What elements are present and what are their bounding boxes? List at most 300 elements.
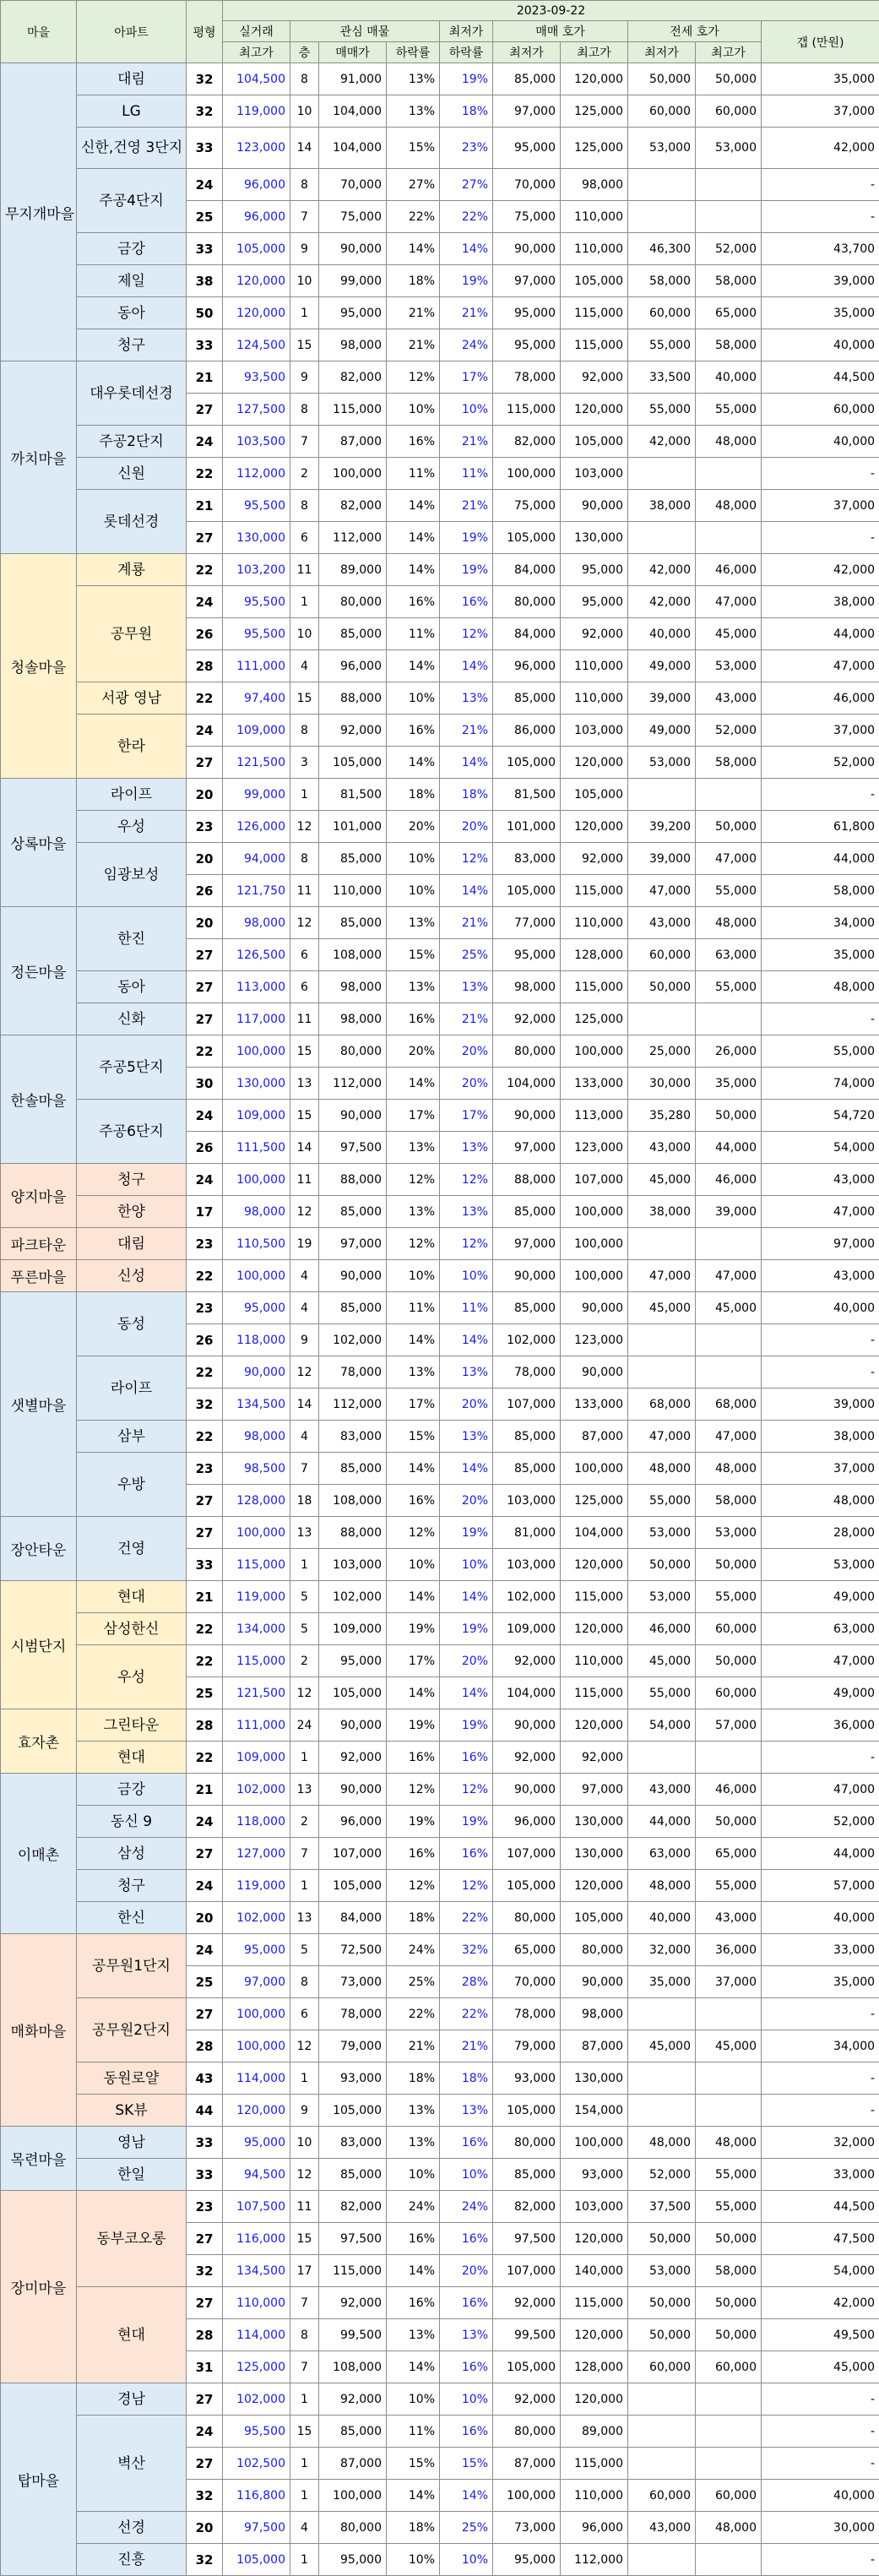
lease-min-cell — [628, 779, 696, 811]
header-actual: 실거래 — [223, 21, 290, 42]
sale-max-cell: 115,000 — [561, 1677, 628, 1709]
drop-cell: 12% — [387, 1164, 440, 1196]
drop-cell: 13% — [387, 95, 440, 128]
lowest-drop-cell: 20% — [440, 1485, 493, 1517]
sale-price-cell: 98,000 — [319, 329, 387, 361]
floor-cell: 1 — [290, 2383, 319, 2416]
gap-cell: 37,000 — [762, 715, 879, 747]
lease-min-cell: 47,000 — [628, 875, 696, 907]
drop-cell: 17% — [387, 1389, 440, 1421]
actual-max-cell: 114,000 — [223, 2062, 290, 2095]
floor-cell: 17 — [290, 2255, 319, 2287]
drop-cell: 21% — [387, 2030, 440, 2062]
gap-cell: 30,000 — [762, 2512, 879, 2544]
size-cell: 24 — [187, 1870, 223, 1902]
table-row — [1, 2383, 879, 2416]
lease-min-cell — [628, 2383, 696, 2416]
size-cell: 32 — [187, 63, 223, 95]
actual-max-cell: 119,000 — [223, 1870, 290, 1902]
size-cell: 33 — [187, 2127, 223, 2159]
apt-cell: 임광보성 — [77, 843, 187, 907]
size-cell: 33 — [187, 1549, 223, 1581]
gap-cell: 35,000 — [762, 939, 879, 971]
lease-min-cell: 32,000 — [628, 1934, 696, 1966]
size-cell: 25 — [187, 1966, 223, 1998]
lease-max-cell — [696, 1356, 762, 1389]
gap-cell: 40,000 — [762, 2480, 879, 2512]
apt-cell: 대림 — [77, 1228, 187, 1260]
sale-max-cell: 120,000 — [561, 2319, 628, 2351]
lease-max-cell: 48,000 — [696, 907, 762, 939]
lease-min-cell: 35,280 — [628, 1100, 696, 1132]
actual-max-cell: 98,000 — [223, 1196, 290, 1228]
lowest-drop-cell: 10% — [440, 2383, 493, 2416]
gap-cell: 54,000 — [762, 2255, 879, 2287]
actual-max-cell: 102,000 — [223, 1902, 290, 1934]
lowest-drop-cell: 22% — [440, 201, 493, 233]
gap-cell: 39,000 — [762, 1389, 879, 1421]
actual-max-cell: 97,400 — [223, 682, 290, 715]
lease-min-cell: 38,000 — [628, 490, 696, 522]
floor-cell: 13 — [290, 1068, 319, 1100]
lease-max-cell: 46,000 — [696, 1164, 762, 1196]
sale-price-cell: 90,000 — [319, 1709, 387, 1742]
village-cell: 매화마을 — [1, 1934, 77, 2127]
drop-cell: 12% — [387, 1774, 440, 1806]
drop-cell: 12% — [387, 1517, 440, 1549]
drop-cell: 11% — [387, 1292, 440, 1324]
sale-max-cell: 133,000 — [561, 1389, 628, 1421]
header-floor: 층 — [290, 42, 319, 63]
lease-min-cell: 50,000 — [628, 1549, 696, 1581]
lease-max-cell: 39,000 — [696, 1196, 762, 1228]
table-row — [1, 1742, 879, 1774]
gap-cell: - — [762, 1003, 879, 1035]
gap-cell: 38,000 — [762, 1421, 879, 1453]
lease-max-cell: 43,000 — [696, 1902, 762, 1934]
sale-max-cell: 115,000 — [561, 1581, 628, 1613]
gap-cell: 43,000 — [762, 1164, 879, 1196]
lease-min-cell: 53,000 — [628, 1517, 696, 1549]
apt-cell: 대우롯데선경 — [77, 361, 187, 426]
actual-max-cell: 95,000 — [223, 2127, 290, 2159]
sale-price-cell: 78,000 — [319, 1998, 387, 2030]
sale-price-cell: 75,000 — [319, 201, 387, 233]
sale-min-cell: 81,000 — [493, 1517, 561, 1549]
actual-max-cell: 99,000 — [223, 779, 290, 811]
drop-cell: 11% — [387, 618, 440, 650]
lowest-drop-cell: 19% — [440, 1517, 493, 1549]
village-cell: 상록마을 — [1, 779, 77, 907]
sale-price-cell: 78,000 — [319, 1356, 387, 1389]
sale-min-cell: 90,000 — [493, 1260, 561, 1292]
table-row — [1, 2416, 879, 2448]
floor-cell: 14 — [290, 1389, 319, 1421]
floor-cell: 4 — [290, 1421, 319, 1453]
lease-min-cell — [628, 1742, 696, 1774]
apt-cell: 동원로얄 — [77, 2062, 187, 2095]
apt-cell: 동아 — [77, 971, 187, 1003]
lease-min-cell: 60,000 — [628, 95, 696, 128]
gap-cell: 48,000 — [762, 971, 879, 1003]
floor-cell: 5 — [290, 1613, 319, 1645]
lowest-drop-cell: 14% — [440, 233, 493, 265]
floor-cell: 4 — [290, 2512, 319, 2544]
sale-min-cell: 65,000 — [493, 1934, 561, 1966]
sale-max-cell: 100,000 — [561, 1035, 628, 1068]
sale-max-cell: 92,000 — [561, 361, 628, 394]
actual-max-cell: 107,500 — [223, 2191, 290, 2223]
sale-min-cell: 95,000 — [493, 329, 561, 361]
lowest-drop-cell: 13% — [440, 971, 493, 1003]
sale-price-cell: 100,000 — [319, 2480, 387, 2512]
sale-min-cell: 115,000 — [493, 394, 561, 426]
sale-price-cell: 97,000 — [319, 1228, 387, 1260]
lowest-drop-cell: 18% — [440, 2062, 493, 2095]
sale-price-cell: 97,500 — [319, 1132, 387, 1164]
size-cell: 23 — [187, 2191, 223, 2223]
lease-min-cell — [628, 1003, 696, 1035]
actual-max-cell: 105,000 — [223, 2544, 290, 2576]
table-row — [1, 329, 879, 361]
lease-min-cell — [628, 2448, 696, 2480]
sale-min-cell: 77,000 — [493, 907, 561, 939]
drop-cell: 16% — [387, 1485, 440, 1517]
lease-max-cell: 60,000 — [696, 2351, 762, 2383]
sale-max-cell: 105,000 — [561, 1902, 628, 1934]
floor-cell: 18 — [290, 1485, 319, 1517]
lowest-drop-cell: 14% — [440, 1324, 493, 1356]
lease-max-cell: 48,000 — [696, 2512, 762, 2544]
size-cell: 27 — [187, 1998, 223, 2030]
sale-max-cell: 112,000 — [561, 2544, 628, 2576]
size-cell: 24 — [187, 1806, 223, 1838]
size-cell: 27 — [187, 522, 223, 554]
lowest-drop-cell: 14% — [440, 1581, 493, 1613]
size-cell: 26 — [187, 875, 223, 907]
sale-min-cell: 98,000 — [493, 971, 561, 1003]
lease-min-cell: 47,000 — [628, 1421, 696, 1453]
size-cell: 38 — [187, 265, 223, 297]
sale-max-cell: 120,000 — [561, 394, 628, 426]
lowest-drop-cell: 21% — [440, 426, 493, 458]
floor-cell: 2 — [290, 1806, 319, 1838]
gap-cell: 58,000 — [762, 875, 879, 907]
drop-cell: 13% — [387, 2095, 440, 2127]
sale-min-cell: 84,000 — [493, 554, 561, 586]
actual-max-cell: 109,000 — [223, 1742, 290, 1774]
lease-max-cell: 43,000 — [696, 682, 762, 715]
lowest-drop-cell: 10% — [440, 394, 493, 426]
size-cell: 27 — [187, 1517, 223, 1549]
sale-price-cell: 85,000 — [319, 1292, 387, 1324]
sale-max-cell: 130,000 — [561, 1806, 628, 1838]
sale-min-cell: 85,000 — [493, 1292, 561, 1324]
actual-max-cell: 118,000 — [223, 1806, 290, 1838]
village-cell: 양지마을 — [1, 1164, 77, 1228]
sale-price-cell: 84,000 — [319, 1902, 387, 1934]
apt-cell: 서광 영남 — [77, 682, 187, 715]
drop-cell: 15% — [387, 1421, 440, 1453]
lease-max-cell: 57,000 — [696, 1709, 762, 1742]
drop-cell: 14% — [387, 747, 440, 779]
sale-max-cell: 110,000 — [561, 1645, 628, 1677]
gap-cell: 54,720 — [762, 1100, 879, 1132]
size-cell: 21 — [187, 1581, 223, 1613]
floor-cell: 8 — [290, 715, 319, 747]
lease-min-cell: 39,000 — [628, 682, 696, 715]
gap-cell: 44,000 — [762, 843, 879, 875]
sale-min-cell: 78,000 — [493, 361, 561, 394]
table-row — [1, 1003, 879, 1035]
actual-max-cell: 100,000 — [223, 1164, 290, 1196]
header-min: 최저가 — [493, 42, 561, 63]
sale-max-cell: 97,000 — [561, 1774, 628, 1806]
sale-min-cell: 92,000 — [493, 1645, 561, 1677]
village-cell: 까치마을 — [1, 361, 77, 554]
gap-cell: 42,000 — [762, 128, 879, 169]
sale-min-cell: 80,000 — [493, 2416, 561, 2448]
sale-min-cell: 75,000 — [493, 490, 561, 522]
lease-min-cell — [628, 1998, 696, 2030]
lease-max-cell: 26,000 — [696, 1035, 762, 1068]
actual-max-cell: 115,000 — [223, 1645, 290, 1677]
sale-min-cell: 81,500 — [493, 779, 561, 811]
village-cell: 정든마을 — [1, 907, 77, 1035]
village-cell: 탑마을 — [1, 2383, 77, 2576]
gap-cell: 61,800 — [762, 811, 879, 843]
floor-cell: 7 — [290, 2351, 319, 2383]
actual-max-cell: 102,500 — [223, 2448, 290, 2480]
table-row — [1, 1774, 879, 1806]
lease-min-cell: 39,200 — [628, 811, 696, 843]
sale-price-cell: 88,000 — [319, 1517, 387, 1549]
table-row — [1, 1806, 879, 1838]
floor-cell: 15 — [290, 682, 319, 715]
sale-max-cell: 90,000 — [561, 490, 628, 522]
lowest-drop-cell: 25% — [440, 2512, 493, 2544]
sale-price-cell: 85,000 — [319, 2416, 387, 2448]
lease-max-cell: 48,000 — [696, 490, 762, 522]
sale-max-cell: 115,000 — [561, 297, 628, 329]
size-cell: 27 — [187, 1838, 223, 1870]
sale-min-cell: 97,000 — [493, 1228, 561, 1260]
sale-min-cell: 90,000 — [493, 1709, 561, 1742]
header-sale_price: 매매가 — [319, 42, 387, 63]
lowest-drop-cell: 12% — [440, 1164, 493, 1196]
lease-max-cell: 40,000 — [696, 361, 762, 394]
size-cell: 22 — [187, 1035, 223, 1068]
lease-min-cell: 53,000 — [628, 1581, 696, 1613]
drop-cell: 17% — [387, 1100, 440, 1132]
actual-max-cell: 111,000 — [223, 650, 290, 682]
lease-min-cell: 48,000 — [628, 2127, 696, 2159]
gap-cell: 42,000 — [762, 554, 879, 586]
sale-min-cell: 80,000 — [493, 1035, 561, 1068]
floor-cell: 7 — [290, 2287, 319, 2319]
sale-min-cell: 70,000 — [493, 1966, 561, 1998]
sale-min-cell: 96,000 — [493, 1806, 561, 1838]
actual-max-cell: 120,000 — [223, 265, 290, 297]
table-row — [1, 554, 879, 586]
actual-max-cell: 134,000 — [223, 1613, 290, 1645]
lease-min-cell — [628, 1356, 696, 1389]
size-cell: 23 — [187, 1453, 223, 1485]
lowest-drop-cell: 22% — [440, 1902, 493, 1934]
drop-cell: 14% — [387, 650, 440, 682]
lowest-drop-cell: 21% — [440, 2030, 493, 2062]
lowest-drop-cell: 19% — [440, 522, 493, 554]
gap-cell: 40,000 — [762, 426, 879, 458]
lease-max-cell: 58,000 — [696, 329, 762, 361]
lowest-drop-cell: 16% — [440, 2416, 493, 2448]
size-cell: 27 — [187, 394, 223, 426]
gap-cell: 63,000 — [762, 1613, 879, 1645]
lowest-drop-cell: 12% — [440, 1228, 493, 1260]
actual-max-cell: 100,000 — [223, 1998, 290, 2030]
sale-price-cell: 112,000 — [319, 1068, 387, 1100]
sale-price-cell: 107,000 — [319, 1838, 387, 1870]
table-row — [1, 1100, 879, 1132]
drop-cell: 18% — [387, 1902, 440, 1934]
actual-max-cell: 121,750 — [223, 875, 290, 907]
sale-price-cell: 85,000 — [319, 907, 387, 939]
size-cell: 43 — [187, 2062, 223, 2095]
size-cell: 21 — [187, 361, 223, 394]
sale-min-cell: 85,000 — [493, 1421, 561, 1453]
actual-max-cell: 100,000 — [223, 1260, 290, 1292]
village-cell: 시범단지 — [1, 1581, 77, 1709]
lease-max-cell: 48,000 — [696, 1453, 762, 1485]
actual-max-cell: 109,000 — [223, 715, 290, 747]
table-row — [1, 490, 879, 522]
floor-cell: 7 — [290, 1453, 319, 1485]
lease-min-cell: 48,000 — [628, 1453, 696, 1485]
size-cell: 27 — [187, 2448, 223, 2480]
lease-min-cell: 48,000 — [628, 1870, 696, 1902]
sale-max-cell: 98,000 — [561, 1998, 628, 2030]
floor-cell: 1 — [290, 2062, 319, 2095]
sale-max-cell: 93,000 — [561, 2159, 628, 2191]
floor-cell: 4 — [290, 650, 319, 682]
gap-cell: 42,000 — [762, 2287, 879, 2319]
sale-max-cell: 92,000 — [561, 1742, 628, 1774]
lease-min-cell: 54,000 — [628, 1709, 696, 1742]
sale-max-cell: 105,000 — [561, 426, 628, 458]
table-row — [1, 63, 879, 95]
lease-max-cell: 36,000 — [696, 1934, 762, 1966]
actual-max-cell: 117,000 — [223, 1003, 290, 1035]
apt-cell: 신원 — [77, 458, 187, 490]
apt-cell: 벽산 — [77, 2416, 187, 2512]
lease-min-cell: 40,000 — [628, 618, 696, 650]
size-cell: 27 — [187, 2223, 223, 2255]
table-row — [1, 95, 879, 128]
sale-min-cell: 90,000 — [493, 1774, 561, 1806]
apt-cell: 주공4단지 — [77, 169, 187, 233]
table-row — [1, 426, 879, 458]
sale-max-cell: 105,000 — [561, 779, 628, 811]
sale-price-cell: 105,000 — [319, 2095, 387, 2127]
sale-price-cell: 115,000 — [319, 2255, 387, 2287]
drop-cell: 12% — [387, 1870, 440, 1902]
drop-cell: 27% — [387, 169, 440, 201]
lowest-drop-cell: 10% — [440, 1260, 493, 1292]
floor-cell: 8 — [290, 394, 319, 426]
lowest-drop-cell: 20% — [440, 1035, 493, 1068]
lowest-drop-cell: 16% — [440, 2287, 493, 2319]
drop-cell: 13% — [387, 2127, 440, 2159]
drop-cell: 13% — [387, 907, 440, 939]
gap-cell: 40,000 — [762, 1902, 879, 1934]
table-row — [1, 779, 879, 811]
floor-cell: 14 — [290, 128, 319, 169]
apt-cell: 신화 — [77, 1003, 187, 1035]
lease-max-cell: 68,000 — [696, 1389, 762, 1421]
sale-price-cell: 100,000 — [319, 458, 387, 490]
size-cell: 22 — [187, 1260, 223, 1292]
lowest-drop-cell: 19% — [440, 554, 493, 586]
floor-cell: 7 — [290, 201, 319, 233]
gap-cell: - — [762, 201, 879, 233]
lease-min-cell: 39,000 — [628, 843, 696, 875]
drop-cell: 16% — [387, 715, 440, 747]
lowest-drop-cell: 21% — [440, 490, 493, 522]
lease-min-cell: 42,000 — [628, 426, 696, 458]
lease-max-cell: 53,000 — [696, 128, 762, 169]
floor-cell: 15 — [290, 1100, 319, 1132]
actual-max-cell: 121,500 — [223, 747, 290, 779]
lowest-drop-cell: 10% — [440, 1549, 493, 1581]
actual-max-cell: 113,000 — [223, 971, 290, 1003]
sale-min-cell: 90,000 — [493, 233, 561, 265]
lease-max-cell: 37,000 — [696, 1966, 762, 1998]
gap-cell: 49,000 — [762, 1677, 879, 1709]
sale-min-cell: 101,000 — [493, 811, 561, 843]
header-drop: 하락률 — [387, 42, 440, 63]
sale-min-cell: 70,000 — [493, 169, 561, 201]
lease-max-cell — [696, 779, 762, 811]
sale-max-cell: 90,000 — [561, 1966, 628, 1998]
gap-cell: - — [762, 1742, 879, 1774]
lowest-drop-cell: 17% — [440, 361, 493, 394]
sale-price-cell: 104,000 — [319, 95, 387, 128]
sale-max-cell: 115,000 — [561, 2287, 628, 2319]
drop-cell: 13% — [387, 971, 440, 1003]
size-cell: 28 — [187, 2030, 223, 2062]
lowest-drop-cell: 12% — [440, 1870, 493, 1902]
sale-min-cell: 95,000 — [493, 297, 561, 329]
sale-max-cell: 120,000 — [561, 2223, 628, 2255]
gap-cell: 40,000 — [762, 1292, 879, 1324]
drop-cell: 20% — [387, 811, 440, 843]
sale-max-cell: 120,000 — [561, 1549, 628, 1581]
sale-price-cell: 85,000 — [319, 2159, 387, 2191]
lease-min-cell: 43,000 — [628, 2512, 696, 2544]
floor-cell: 15 — [290, 2416, 319, 2448]
floor-cell: 8 — [290, 63, 319, 95]
sale-min-cell: 92,000 — [493, 1742, 561, 1774]
table-row — [1, 2287, 879, 2319]
sale-price-cell: 85,000 — [319, 843, 387, 875]
apt-cell: 현대 — [77, 1581, 187, 1613]
sale-price-cell: 110,000 — [319, 875, 387, 907]
lease-max-cell: 35,000 — [696, 1068, 762, 1100]
sale-max-cell: 133,000 — [561, 1068, 628, 1100]
lease-min-cell — [628, 169, 696, 201]
gap-cell: 37,000 — [762, 95, 879, 128]
apt-cell: 한진 — [77, 907, 187, 971]
